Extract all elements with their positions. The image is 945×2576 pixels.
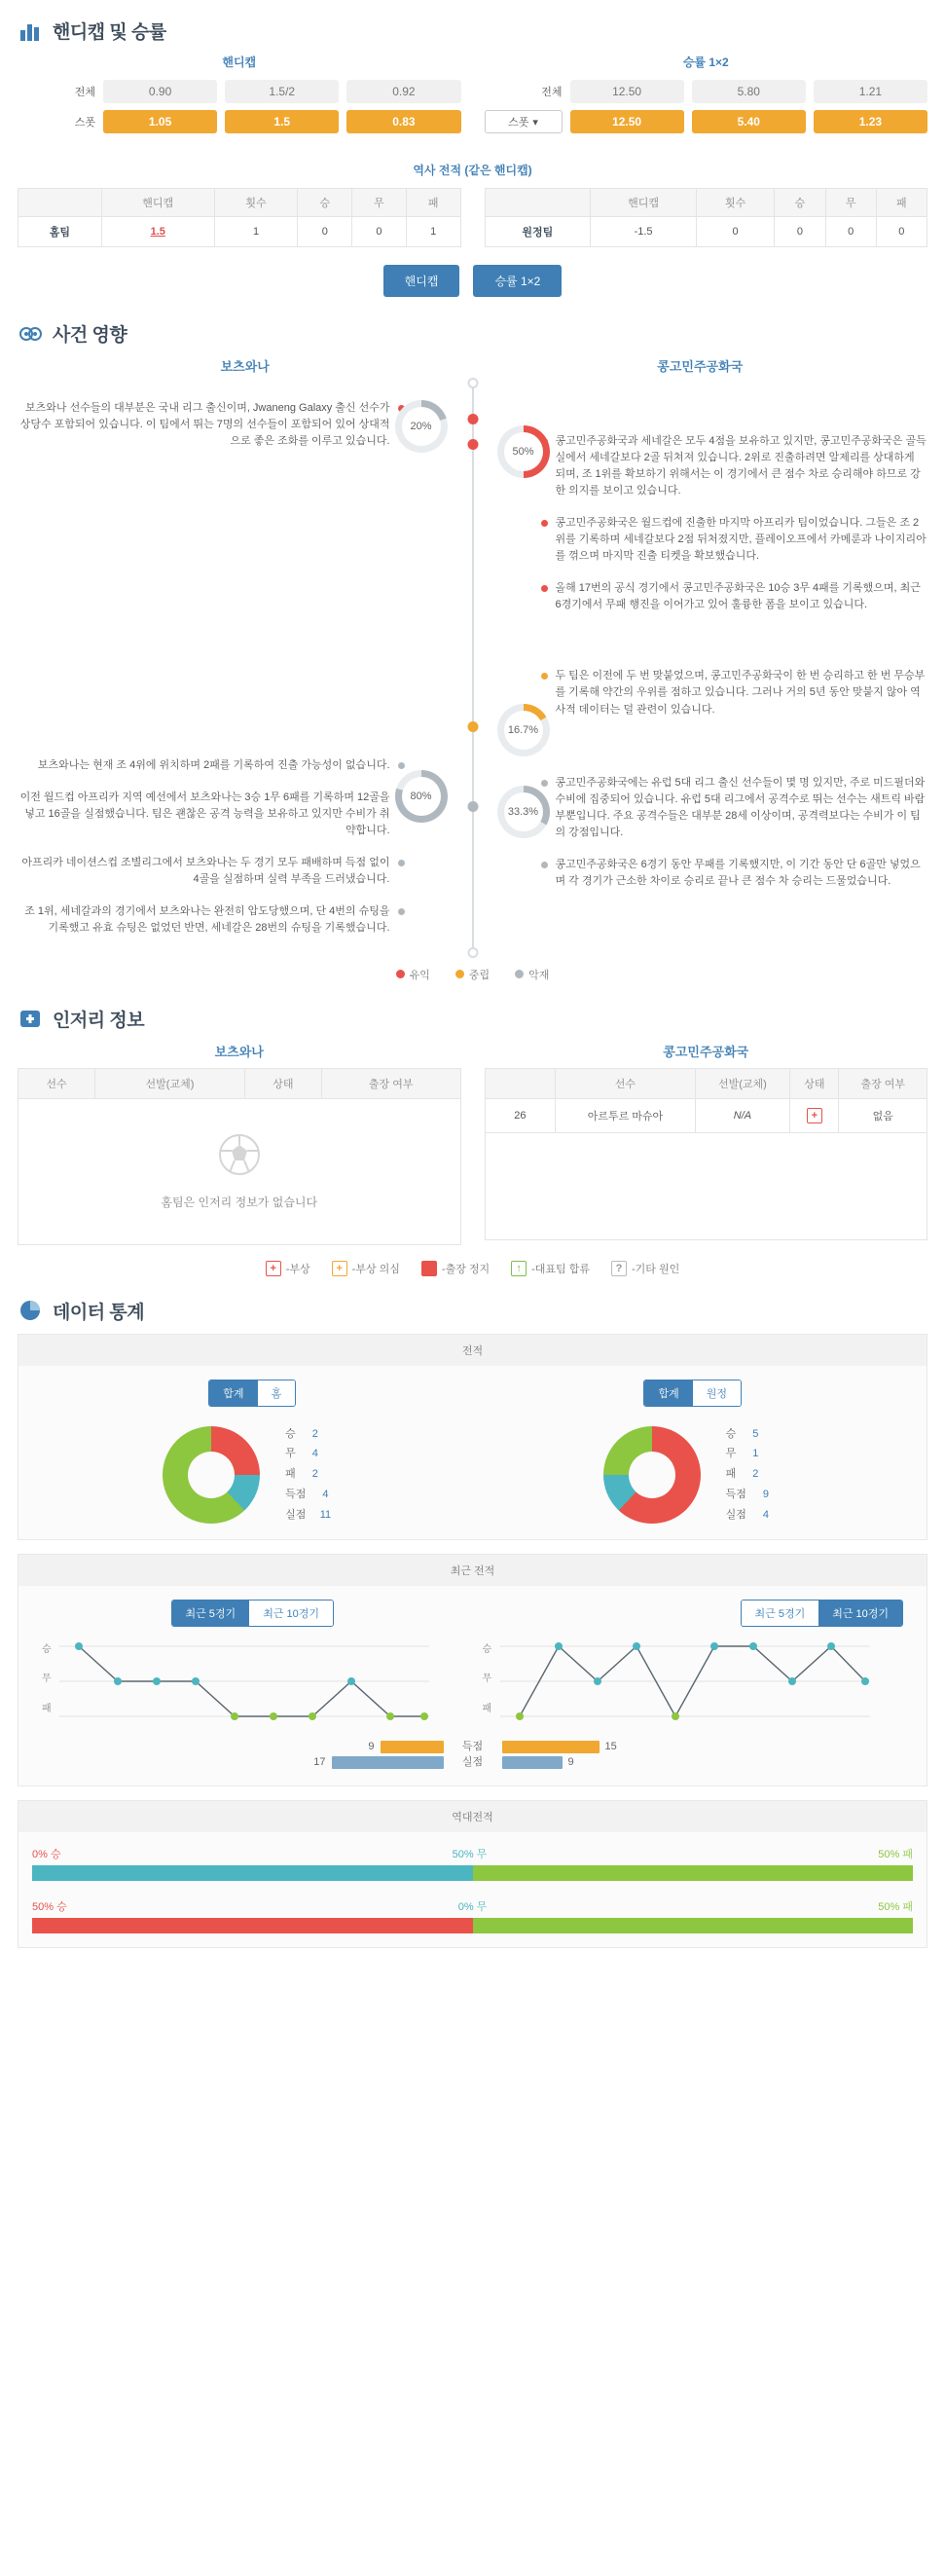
h2h-panel: [18, 1800, 927, 1948]
gauge-value: 16.7%: [504, 711, 543, 750]
home-recent-toggle[interactable]: [171, 1600, 334, 1627]
th-available: 출장 여부: [839, 1068, 927, 1098]
th-available: 출장 여부: [321, 1068, 460, 1098]
legend-item-neutral: [455, 967, 490, 982]
legend-item-banned: [421, 1261, 490, 1276]
list-item-text: 콩고민주공화국에는 유럽 5대 리그 출신 선수들이 몇 명 있지만, 주로 미드필더와 수비에 집중되어 있습니다. 유럽 5대 리그에서 공격수로 뛰는 선수는 새트릭 바람부뿐입니다. 주요 공격수들은 대부분 28세 이상이며, 공격력보다는 수비가 이 팀의 강점입니다.: [555, 776, 926, 838]
influence-away-team: 콩고민주공화국: [657, 359, 744, 374]
legend-label: -출장 정지: [441, 1263, 491, 1275]
influence-timeline: [405, 383, 541, 953]
odds-cell[interactable]: 12.50: [570, 110, 684, 133]
odds-row-spot: [485, 110, 928, 133]
th: 패: [876, 189, 927, 217]
h2h-panel-title: 역대전적: [18, 1801, 927, 1832]
away-conceded-value: 9: [567, 1756, 574, 1769]
list-item-text: 콩고민주공화국은 6경기 동안 무패를 기록했지만, 이 기간 동안 단 6골만 넣었으며 각 경기가 근소한 차이로 승리로 끝나 큰 점수 차 승리는 드물었습니다.: [555, 858, 921, 887]
handicap-row-spot: [18, 110, 461, 133]
home-donut-chart: [163, 1426, 260, 1524]
th-lineup: 선발(교체): [695, 1068, 790, 1098]
list-item-text: 보츠와나 선수들의 대부분은 국내 리그 출신이며, Jwaneng Galaxy 출신 선수가 상당수 포함되어 있습니다. 이 팀에서 뛰는 7명의 선수들이 포함되어 있어 상대적으로 좋은 조화를 이루고 있습니다.: [19, 402, 390, 448]
cell-handicap: -1.5: [591, 217, 697, 247]
th-player: 선수: [556, 1068, 695, 1098]
goals-comparison: [32, 1738, 913, 1772]
h2h-row-2: [32, 1898, 913, 1933]
cell-status: [790, 1098, 839, 1132]
stat-scored: 득점 9: [725, 1489, 769, 1501]
handicap-button[interactable]: 핸디캡: [383, 265, 460, 297]
away-form-line-chart: [500, 1640, 870, 1724]
home-toggle[interactable]: [208, 1380, 296, 1407]
table-header-row: [18, 189, 461, 217]
influence-away-list: [541, 383, 928, 953]
injury-tables: [0, 1042, 945, 1245]
cell-win: 0: [298, 217, 352, 247]
handicap-cell[interactable]: 0.92: [346, 80, 460, 103]
cell-win: 0: [775, 217, 825, 247]
injury-away-team: 콩고민주공화국: [663, 1044, 749, 1059]
cell-team: 홈팀: [18, 217, 102, 247]
odds-cell[interactable]: 1.23: [814, 110, 927, 133]
th: 승: [775, 189, 825, 217]
status-dot: [541, 780, 548, 787]
bar-chart-icon: [18, 18, 43, 44]
th: 횟수: [214, 189, 298, 217]
goal-labels: [444, 1738, 502, 1772]
away-goal-bars: [502, 1738, 823, 1772]
question-badge-icon: ?: [611, 1261, 627, 1276]
section-header-handicap: [0, 0, 945, 54]
medical-cross-icon: [18, 1006, 43, 1031]
cell-player: 아르투르 마슈아: [556, 1098, 695, 1132]
toggle-total[interactable]: 합계: [644, 1380, 692, 1406]
away-conceded-bar-row: [502, 1756, 823, 1769]
legend-label: 악재: [528, 969, 550, 981]
label-conceded: 실점: [461, 1755, 484, 1768]
handicap-right-col: [485, 54, 928, 140]
stat-conceded: 실점 4: [725, 1509, 769, 1522]
h2h-bar-1: [32, 1865, 913, 1881]
stat-conceded: 실점 11: [285, 1509, 332, 1522]
list-item-text: 아프리카 네이션스컵 조별리그에서 보츠와나는 두 경기 모두 패배하며 득점 없이 4골을 실점하며 실력 부족을 드러냈습니다.: [21, 857, 390, 886]
h2h-panel-body: [18, 1832, 927, 1947]
influence-columns: [18, 383, 927, 953]
influence-legend: [18, 953, 927, 988]
injury-legend: [0, 1245, 945, 1280]
home-conceded-bar-row: [123, 1756, 444, 1769]
legend-item-positive: [396, 967, 430, 982]
odds-1x2-button[interactable]: 승률 1×2: [473, 265, 562, 297]
handicap-row-total: [18, 80, 461, 103]
section-header-influence: [0, 303, 945, 356]
odds-row-label: 전체: [541, 87, 563, 98]
odds-cell[interactable]: 1.21: [814, 80, 927, 103]
legend-label: 중립: [468, 969, 491, 981]
spot-select-label: 스폿: [508, 117, 529, 129]
th: 무: [352, 189, 407, 217]
injury-home-team: 보츠와나: [214, 1044, 264, 1059]
history-home-table: [18, 188, 461, 247]
eyes-icon: [18, 321, 43, 347]
injury-away-filler: [485, 1133, 928, 1240]
timeline-node: [467, 801, 478, 812]
list-item: [541, 515, 928, 565]
handicap-cell[interactable]: 1.5/2: [225, 80, 339, 103]
legend-label: -부상: [285, 1263, 310, 1275]
h2h-bar-2: [32, 1918, 913, 1933]
th-status: 상태: [244, 1068, 321, 1098]
influence-home-list: [18, 383, 405, 953]
records-away: [473, 1380, 914, 1526]
list-item: [541, 775, 928, 841]
away-scored-value: 15: [604, 1741, 617, 1753]
stat-win: 승 5: [725, 1427, 759, 1440]
stat-loss: 패 2: [285, 1468, 318, 1481]
list-item-text: 두 팀은 이전에 두 번 맞붙었으며, 콩고민주공화국이 한 번 승리하고 한 번 무승부를 기록해 약간의 우위를 점하고 있습니다. 그러나 거의 5년 동안 맞붙지 않아 역사적 데이터는 덜 관련이 있습니다.: [555, 670, 926, 716]
stat-loss: 패 2: [725, 1468, 759, 1481]
cell-handicap: 1.5: [101, 217, 214, 247]
list-item-text: 보츠와나는 현재 조 4위에 위치하며 2패를 기록하여 진출 가능성이 없습니다.: [37, 759, 390, 772]
handicap-left-col: [18, 54, 461, 140]
toggle-home[interactable]: 홈: [258, 1380, 296, 1406]
injury-empty-text: 홈팀은 인저리 정보가 없습니다: [161, 1196, 318, 1210]
away-scored-bar-row: [502, 1741, 823, 1753]
table-header-row: [485, 1068, 927, 1098]
legend-item-injury: [266, 1261, 310, 1276]
national-badge-icon: ↑: [511, 1261, 527, 1276]
suspect-badge-icon: +: [332, 1261, 347, 1276]
gauge-away-1: [497, 425, 550, 478]
soccer-ball-icon: [217, 1132, 262, 1180]
h2h-lose-label: 50% 패: [878, 1848, 913, 1860]
influence-body: [0, 383, 945, 988]
home-scored-value: 9: [368, 1741, 375, 1753]
handicap-cell[interactable]: 1.05: [103, 110, 217, 133]
list-item: [541, 433, 928, 499]
influence-home-team: 보츠와나: [220, 359, 270, 374]
table-row: [485, 217, 927, 247]
th: 패: [406, 189, 460, 217]
toggle-last10[interactable]: 최근 10경기: [249, 1601, 333, 1626]
th: [18, 189, 102, 217]
recent-panel-title: 최근 전적: [18, 1555, 927, 1586]
home-stat-list: [285, 1424, 342, 1526]
th: 핸디캡: [101, 189, 214, 217]
injury-home-table: [18, 1068, 461, 1099]
table-header-row: [485, 189, 927, 217]
gauge-value: 50%: [504, 432, 543, 471]
recent-form-charts: [32, 1600, 913, 1724]
legend-label: 유익: [409, 969, 430, 981]
legend-item-national: [511, 1261, 590, 1276]
cell-lineup: N/A: [695, 1098, 790, 1132]
handicap-cell[interactable]: 1.5: [225, 110, 339, 133]
cell-loss: 0: [876, 217, 927, 247]
chevron-down-icon: ▾: [532, 116, 538, 129]
toggle-last10[interactable]: 최근 10경기: [818, 1601, 902, 1626]
h2h-row-1: [32, 1846, 913, 1881]
list-item-text: 조 1위, 세네갈과의 경기에서 보츠와나는 완전히 압도당했으며, 단 4번의 슈팅을 기록했고 유효 슈팅은 없었던 반면, 세네갈은 28번의 슈팅을 기록했습니다.: [24, 905, 390, 935]
odds-cell[interactable]: 5.40: [692, 110, 806, 133]
recent-panel-body: [18, 1586, 927, 1785]
gauge-home-2: [395, 770, 448, 823]
timeline-axis: [472, 383, 474, 953]
handicap-left-title: 핸디캡: [222, 55, 257, 69]
injury-home-col: [18, 1042, 461, 1245]
status-dot: [398, 860, 405, 866]
cell-available: 없음: [839, 1098, 927, 1132]
gauge-away-2: [497, 704, 550, 756]
list-item-text: 올해 17번의 공식 경기에서 콩고민주공화국은 10승 3무 4패를 기록했으며, 최근 6경기에서 무패 행진을 이어가고 있어 훌륭한 폼을 보이고 있습니다.: [555, 582, 921, 611]
legend-label: -기타 원인: [632, 1263, 680, 1275]
injury-badge-icon: +: [266, 1261, 281, 1276]
list-item-text: 콩고민주공화국은 월드컵에 진출한 마지막 아프리카 팀이었습니다. 그들은 조 2위를 기록하며 세네갈보다 2점 뒤처졌지만, 플레이오프에서 카메룬과 나이지리아를 꺾으며 마지막 진출 티켓을 확보했습니다.: [555, 517, 927, 563]
table-row: [18, 217, 461, 247]
stat-draw: 무 1: [725, 1448, 759, 1460]
legend-item-other: [611, 1261, 679, 1276]
h2h-draw-label: 50% 무: [452, 1848, 488, 1860]
stat-draw: 무 4: [285, 1448, 318, 1460]
section-header-injury: [0, 988, 945, 1042]
gauge-value: 20%: [402, 407, 441, 446]
th: [485, 189, 591, 217]
th: 횟수: [696, 189, 774, 217]
th: 핸디캡: [591, 189, 697, 217]
away-donut-chart: [603, 1426, 701, 1524]
timeline-cap-top: [467, 378, 478, 388]
cell-draw: 0: [825, 217, 876, 247]
away-scored-bar: [502, 1741, 600, 1753]
legend-item-negative: [515, 967, 549, 982]
page-title: 핸디캡 및 승률: [53, 22, 166, 43]
history-home-table-wrap: [18, 188, 461, 247]
records-panel-body: [18, 1366, 927, 1539]
injury-away-col: [485, 1042, 928, 1245]
cell-count: 0: [696, 217, 774, 247]
list-item: [541, 580, 928, 613]
cell-draw: 0: [352, 217, 407, 247]
status-dot: [541, 585, 548, 592]
spot-select[interactable]: [485, 110, 563, 133]
away-conceded-bar: [502, 1756, 563, 1769]
history-away-table: [485, 188, 928, 247]
toggle-last5[interactable]: 최근 5경기: [742, 1601, 819, 1626]
records-panel-title: 전적: [18, 1335, 927, 1366]
handicap-row-label: 스폿: [74, 117, 95, 129]
home-goal-bars: [123, 1738, 444, 1772]
handicap-cell[interactable]: 0.83: [346, 110, 460, 133]
h2h-lose-label: 50% 패: [878, 1900, 913, 1913]
home-scored-bar: [381, 1741, 444, 1753]
list-item-text: 콩고민주공화국과 세네갈은 모두 4점을 보유하고 있지만, 콩고민주공화국은 골득실에서 세네갈보다 2골 뒤쳐져 있습니다. 2위로 진출하려면 알제리를 상대하게 되며, 조 1위를 확보하기 위해서는 이 경기에서 큰 점수 차로 승리해야 하므로 강한 의지를 보이고 있습니다.: [555, 435, 927, 497]
legend-label: -대표팀 합류: [531, 1263, 590, 1275]
timeline-node: [467, 414, 478, 424]
home-conceded-bar: [332, 1756, 444, 1769]
legend-item-suspect: [332, 1261, 400, 1276]
legend-label: -부상 의심: [351, 1263, 400, 1275]
odds-row-total: [485, 80, 928, 103]
recent-form-home: [32, 1600, 473, 1724]
table-header-row: [18, 1068, 461, 1098]
away-donut-row: [603, 1424, 782, 1526]
home-form-line-chart: [59, 1640, 429, 1724]
handicap-row-label: 전체: [74, 87, 95, 98]
toggle-last5[interactable]: 최근 5경기: [172, 1601, 250, 1626]
th-lineup: 선발(교체): [95, 1068, 245, 1098]
status-dot: [541, 673, 548, 680]
history-title: 역사 전적 (같은 핸디캡): [413, 164, 532, 177]
stat-scored: 득점 4: [285, 1489, 329, 1501]
toggle-away[interactable]: 원정: [693, 1380, 741, 1406]
cell-number: 26: [485, 1098, 556, 1132]
h2h-draw-label: 0% 무: [457, 1900, 488, 1913]
list-item: [541, 857, 928, 890]
history-away-table-wrap: [485, 188, 928, 247]
status-dot: [541, 520, 548, 527]
home-donut-row: [163, 1424, 342, 1526]
timeline-node: [467, 721, 478, 732]
list-item: [18, 855, 405, 888]
toggle-total[interactable]: 합계: [209, 1380, 257, 1406]
section-title-injury: 인저리 정보: [53, 1010, 145, 1031]
section-title-influence: 사건 영향: [53, 325, 127, 346]
cell-count: 1: [214, 217, 298, 247]
recent-form-away: [473, 1600, 914, 1724]
injury-away-table: [485, 1068, 928, 1133]
odds-right-title: 승률 1×2: [682, 55, 729, 69]
gauge-home-1: [395, 400, 448, 453]
list-item: [18, 757, 405, 774]
th-player: 선수: [18, 1068, 95, 1098]
section-title-stats: 데이터 통계: [53, 1302, 145, 1323]
timeline-node: [467, 439, 478, 450]
away-recent-toggle[interactable]: [741, 1600, 903, 1627]
h2h-win-label: 50% 승: [32, 1900, 67, 1913]
status-dot: [541, 862, 548, 868]
odds-cell[interactable]: 12.50: [570, 80, 684, 103]
section-header-stats: [0, 1280, 945, 1334]
history-tables: [0, 188, 945, 247]
gauge-away-3: [497, 786, 550, 838]
cell-team: 원정팀: [485, 217, 591, 247]
stat-win: 승 2: [285, 1427, 318, 1440]
gauge-value: 80%: [402, 777, 441, 816]
gauge-value: 33.3%: [504, 792, 543, 831]
list-item-text: 이전 월드컵 아프리카 지역 예선에서 보츠와나는 3승 1무 6패를 기록하며 12골을 넣고 16골을 실점했습니다. 팀은 괜찮은 공격 능력을 보유하고 있지만 수비가 취약합니다.: [19, 791, 390, 837]
odds-cell[interactable]: 5.80: [692, 80, 806, 103]
h2h-win-label: 0% 승: [32, 1848, 61, 1860]
away-stat-list: [726, 1424, 782, 1526]
home-conceded-value: 17: [313, 1756, 326, 1769]
away-toggle[interactable]: [643, 1380, 742, 1407]
injury-home-empty: [18, 1099, 461, 1245]
home-form-y-axis: 승 무 패: [42, 1643, 52, 1714]
th: 승: [298, 189, 352, 217]
cell-loss: 1: [406, 217, 460, 247]
list-item: [18, 400, 405, 450]
recent-form-panel: [18, 1554, 927, 1786]
records-panel: [18, 1334, 927, 1540]
handicap-tables: [0, 54, 945, 140]
status-dot: [398, 762, 405, 769]
ban-badge-icon: [421, 1261, 437, 1276]
away-form-y-axis: 승 무 패: [482, 1643, 492, 1714]
list-item: [541, 668, 928, 718]
handicap-button-row: [0, 265, 945, 297]
status-dot: [398, 908, 405, 915]
th: 무: [825, 189, 876, 217]
table-row: [485, 1098, 927, 1132]
timeline-cap-bottom: [467, 947, 478, 958]
pie-chart-icon: [18, 1298, 43, 1323]
home-scored-bar-row: [123, 1741, 444, 1753]
list-item: [18, 790, 405, 839]
records-home: [32, 1380, 473, 1526]
handicap-cell[interactable]: 0.90: [103, 80, 217, 103]
label-scored: 득점: [461, 1740, 484, 1752]
th-status: 상태: [790, 1068, 839, 1098]
list-item: [18, 903, 405, 937]
injury-badge-icon: +: [807, 1108, 822, 1123]
